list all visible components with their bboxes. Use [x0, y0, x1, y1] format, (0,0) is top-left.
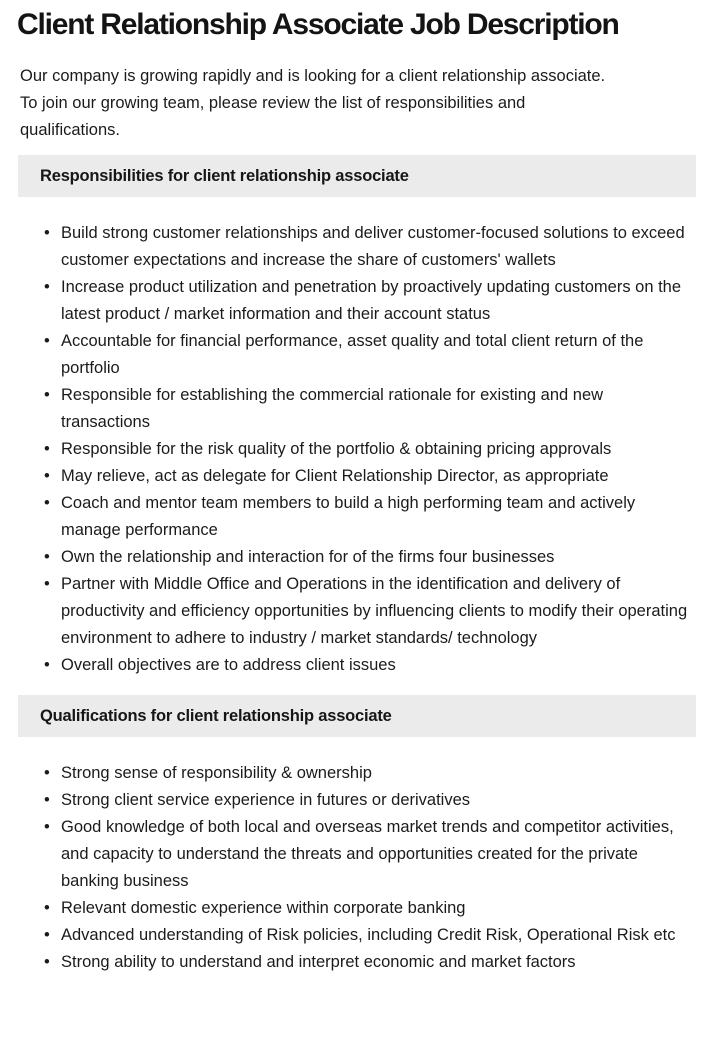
- qualifications-list: [18, 760, 696, 976]
- list-item: • Responsible for establishing the commercial rationale for existing and new transactions: [18, 382, 696, 436]
- list-item: • Build strong customer relationships and deliver customer-focused solutions to exceed customer expectations and increase the share of customers' wallets: [18, 220, 696, 274]
- section-header-responsibilities: [18, 155, 696, 197]
- list-item: • Coach and mentor team members to build a high performing team and actively manage performance: [18, 490, 696, 544]
- list-item: • Accountable for financial performance, asset quality and total client return of the portfolio: [18, 328, 696, 382]
- list-item: • May relieve, act as delegate for Client Relationship Director, as appropriate: [18, 463, 696, 490]
- job-description-page: [0, 6, 720, 1063]
- list-item: • Relevant domestic experience within corporate banking: [18, 895, 696, 922]
- list-item: • Responsible for the risk quality of the portfolio & obtaining pricing approvals: [18, 436, 696, 463]
- list-item: • Strong sense of responsibility & ownership: [18, 760, 696, 787]
- section-header-qualifications: [18, 695, 696, 737]
- list-item: • Advanced understanding of Risk policies, including Credit Risk, Operational Risk etc: [18, 922, 696, 949]
- section-header-label: Responsibilities for client relationship associate: [40, 166, 409, 185]
- list-item: • Overall objectives are to address client issues: [18, 652, 696, 679]
- page-title: Client Relationship Associate Job Description: [17, 8, 619, 41]
- intro-line: Our company is growing rapidly and is looking for a client relationship associate.: [20, 67, 606, 85]
- list-item: • Strong ability to understand and interpret economic and market factors: [18, 949, 696, 976]
- list-item: • Increase product utilization and penetration by proactively updating customers on the latest product / market information and their account status: [18, 274, 696, 328]
- list-item: • Own the relationship and interaction for of the firms four businesses: [18, 544, 696, 571]
- section-header-label: Qualifications for client relationship associate: [40, 706, 392, 725]
- responsibilities-list: [18, 220, 696, 679]
- list-item: • Strong client service experience in futures or derivatives: [18, 787, 696, 814]
- list-item: • Good knowledge of both local and overseas market trends and competitor activities, and capacity to understand the threats and opportunities created for the private banking business: [18, 814, 696, 895]
- intro-line: To join our growing team, please review the list of responsibilities and: [20, 94, 526, 112]
- intro-paragraph: [20, 63, 696, 144]
- list-item: • Partner with Middle Office and Operations in the identification and delivery of productivity and efficiency opportunities by influencing clients to modify their operating environment to adhere to industry / market standards/ technology: [18, 571, 696, 652]
- intro-line: qualifications.: [20, 121, 120, 139]
